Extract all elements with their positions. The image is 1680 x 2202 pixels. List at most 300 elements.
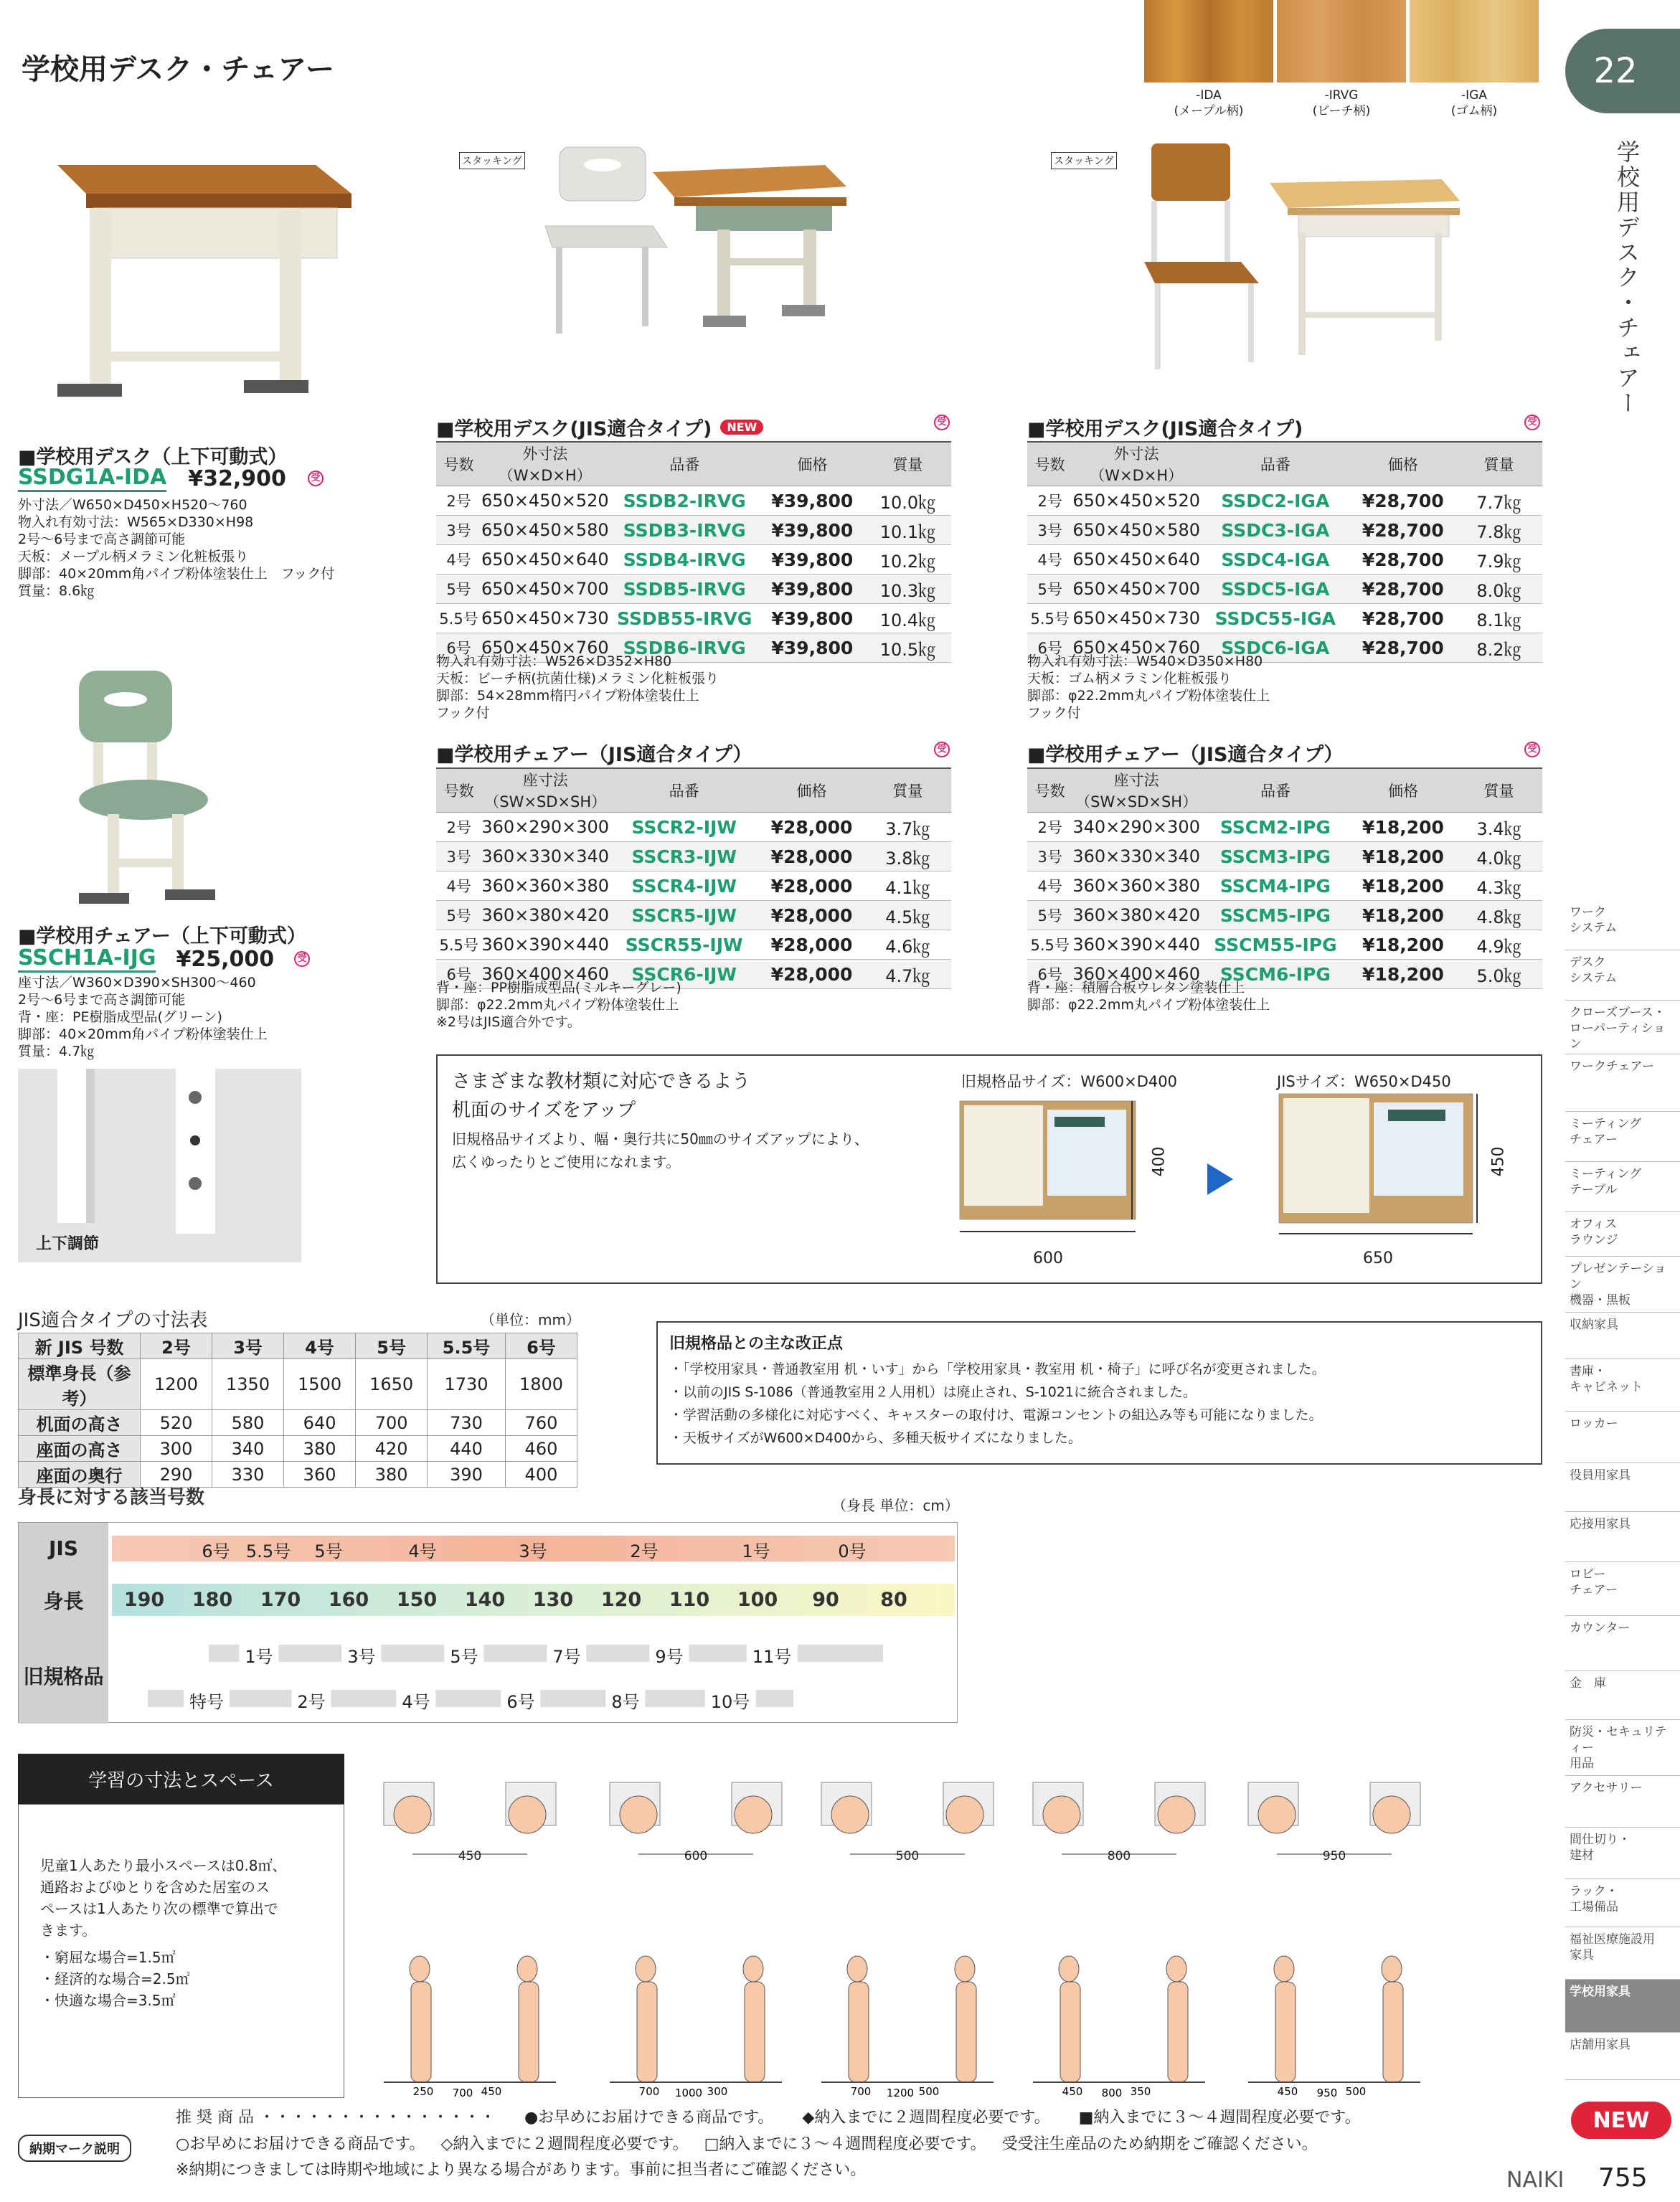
- desk-photo-adjustable: [29, 143, 359, 409]
- body-sideview: [637, 1982, 657, 2082]
- made-to-order-mark: 受: [1524, 742, 1540, 757]
- table-cell: ¥28,000: [759, 813, 864, 842]
- table-header-cell: 座寸法（SW×SD×SH）: [1072, 768, 1200, 813]
- table-cell: 3号: [1027, 516, 1072, 545]
- head-sideview: [743, 1956, 763, 1982]
- sidebar-item-label: カウンター: [1570, 1621, 1631, 1635]
- arrow-icon: [1207, 1163, 1233, 1195]
- table-cell: 650×450×730: [1072, 604, 1200, 633]
- swatch-irvg-caption: -IRVG (ビーチ柄): [1312, 88, 1371, 118]
- new-width-dim: 650: [1363, 1249, 1393, 1267]
- table-cell: 360×290×300: [481, 813, 609, 842]
- old-band-even: [148, 1690, 793, 1707]
- table-cell: 3号: [436, 516, 481, 545]
- dimension-label-total: 950: [1316, 2087, 1338, 2098]
- sidebar-item[interactable]: [1565, 1980, 1680, 2033]
- sidebar-item[interactable]: [1565, 1359, 1680, 1412]
- dimension-label: 800: [1107, 1849, 1131, 1863]
- table-header-cell: 号数: [1027, 768, 1072, 813]
- sidebar-item[interactable]: [1565, 1162, 1680, 1212]
- table-cell: 4.3㎏: [1455, 871, 1542, 901]
- table-cell: ¥18,200: [1351, 930, 1455, 960]
- sidebar-item-label: チェアー: [1570, 1133, 1618, 1147]
- dimension-label: 300: [707, 2085, 728, 2098]
- mark-green: ◆納入までに２週間程度必要です。: [802, 2109, 1050, 2127]
- body-sideview: [519, 1982, 539, 2082]
- left-desk-code: SSDG1A-IDA: [18, 465, 166, 492]
- table-header-cell: 質量: [1455, 768, 1542, 813]
- dim-row: [19, 1436, 577, 1462]
- table-cell: 6号: [436, 633, 481, 663]
- table-cell: ¥28,000: [759, 871, 864, 901]
- dimension-label-total: 1000: [674, 2087, 703, 2098]
- mid-desk-heading-text: ■学校用デスク(JIS適合タイプ): [436, 418, 712, 440]
- table-cell: 5.5号: [1027, 930, 1072, 960]
- new-badge: NEW: [1571, 2102, 1671, 2139]
- sidebar-item-label: 役員用家具: [1570, 1468, 1631, 1483]
- sidebar-item-label: 建材: [1570, 1848, 1594, 1863]
- dim-cell: 1730: [428, 1359, 506, 1410]
- right-chair-table: [1027, 767, 1542, 989]
- dim-row: [19, 1359, 577, 1410]
- sidebar-item[interactable]: [1565, 950, 1680, 1001]
- person-topview: [735, 1796, 772, 1833]
- height-chart-title: 身長に対する該当号数: [18, 1487, 205, 1508]
- table-header-cell: 質量: [1455, 442, 1542, 486]
- left-desk-price: ¥32,900: [188, 466, 286, 491]
- table-cell: 10.5㎏: [864, 633, 951, 663]
- sidebar-item[interactable]: [1565, 1828, 1680, 1879]
- table-cell: ¥28,700: [1351, 516, 1455, 545]
- swatch-irvg: [1277, 0, 1406, 82]
- table-header-row: [436, 442, 951, 486]
- sidebar-item[interactable]: [1565, 2033, 1680, 2080]
- table-cell: ¥39,800: [760, 575, 864, 604]
- table-cell: 360×360×380: [1072, 871, 1200, 901]
- table-row: [436, 604, 951, 633]
- table-cell: SSCM4-IPG: [1200, 871, 1351, 901]
- dim-cell: 390: [428, 1462, 506, 1488]
- table-cell: 10.4㎏: [864, 604, 951, 633]
- table-cell: 8.0㎏: [1455, 575, 1542, 604]
- mark-yellow: ■納入までに３～４週間程度必要です。: [1078, 2109, 1361, 2127]
- table-row: [1027, 842, 1542, 871]
- table-cell: 3.7㎏: [864, 813, 951, 842]
- right-desk-table: [1027, 441, 1542, 663]
- dim-cell: 1650: [356, 1359, 428, 1410]
- table-cell: ¥39,800: [760, 633, 864, 663]
- table-header-cell: 品番: [609, 442, 760, 486]
- person-topview: [1258, 1796, 1296, 1833]
- mark-open-circle: ○お早めにお届けできる商品です。: [176, 2135, 425, 2153]
- height-value: 170: [260, 1589, 301, 1611]
- table-row: [1027, 871, 1542, 901]
- spec-line: フック付: [436, 705, 490, 721]
- table-cell: ¥28,700: [1351, 486, 1455, 516]
- table-cell: 4.5㎏: [864, 901, 951, 930]
- table-row: [436, 842, 951, 871]
- size-up-headline: さまざまな教材類に対応できるよう 机面のサイズをアップ: [452, 1071, 751, 1121]
- sidebar-item[interactable]: [1565, 1463, 1680, 1512]
- spec-line: 質量：4.7㎏: [18, 1044, 95, 1059]
- spec-line: 2号～6号まで高さ調節可能: [18, 992, 186, 1008]
- made-to-order-mark: 受: [308, 471, 324, 486]
- table-cell: 8.1㎏: [1455, 604, 1542, 633]
- footer-note: ※納期につきましては時期や地域により異なる場合があります。事前に担当者にご確認ください。: [176, 2161, 867, 2179]
- sidebar-item[interactable]: [1565, 1212, 1680, 1257]
- dim-cell: 700: [356, 1410, 428, 1436]
- old-depth-dim: 400: [1150, 1146, 1169, 1177]
- table-cell: 10.2㎏: [864, 545, 951, 575]
- table-cell: SSDC3-IGA: [1200, 516, 1351, 545]
- table-cell: 650×450×760: [481, 633, 609, 663]
- spec-line: 脚部：40×20mm角パイプ粉体塗装仕上 フック付: [18, 566, 335, 582]
- jis-size-label: 5.5号: [245, 1541, 291, 1561]
- dimension-label-total: 800: [1101, 2087, 1123, 2098]
- table-cell: ¥28,700: [1351, 604, 1455, 633]
- spec-line: 天板：ゴム柄メラミン化粧板張り: [1027, 671, 1232, 686]
- mark-blue: ●お早めにお届けできる商品です。: [524, 2109, 774, 2127]
- dimension-label: 450: [1062, 2085, 1083, 2098]
- dimension-label: 450: [458, 1849, 482, 1863]
- spec-line: 天板：ビーチ柄(抗菌仕様)メラミン化粧板張り: [436, 671, 719, 686]
- sidebar-item-label: デスク: [1570, 955, 1606, 970]
- sidebar-item[interactable]: [1565, 1257, 1680, 1313]
- sidebar-item[interactable]: [1565, 1616, 1680, 1671]
- sidebar-item[interactable]: [1565, 1720, 1680, 1776]
- table-header-cell: 価格: [1351, 442, 1455, 486]
- revision-item: ・天板サイズがW600×D400から、多種天板サイズになりました。: [669, 1430, 1082, 1446]
- table-cell: 650×450×730: [481, 604, 609, 633]
- dim-cell: 380: [356, 1462, 428, 1488]
- spec-line: 脚部：φ22.2mm丸パイプ粉体塗装仕上: [436, 997, 679, 1013]
- mid-chair-heading: ■学校用チェアー（JIS適合タイプ）: [436, 744, 752, 766]
- sidebar-item[interactable]: [1565, 1112, 1680, 1162]
- table-cell: 650×450×520: [481, 486, 609, 516]
- person-topview: [509, 1796, 546, 1833]
- sidebar-item[interactable]: [1565, 1671, 1680, 1720]
- table-row: [436, 901, 951, 930]
- table-row: [1027, 516, 1542, 545]
- sidebar-item[interactable]: [1565, 1001, 1680, 1054]
- sidebar-item-label: ラウンジ: [1570, 1233, 1618, 1247]
- right-chair-heading: ■学校用チェアー（JIS適合タイプ）: [1027, 744, 1344, 766]
- height-value: 120: [600, 1589, 642, 1611]
- sidebar-item[interactable]: [1565, 1313, 1680, 1359]
- sidebar-item-label: プレゼンテーション: [1570, 1262, 1666, 1292]
- head-sideview: [636, 1956, 656, 1982]
- table-cell: 5号: [1027, 901, 1072, 930]
- dim-cell: 机面の高さ: [19, 1410, 141, 1436]
- dim-cell: 290: [141, 1462, 212, 1488]
- height-value: 110: [669, 1589, 710, 1611]
- sidebar-item[interactable]: [1565, 1927, 1680, 1980]
- table-cell: 360×380×420: [481, 901, 609, 930]
- sidebar-item[interactable]: [1565, 1776, 1680, 1828]
- sidebar-item-label: ミーティング: [1570, 1117, 1642, 1131]
- dimension-label: 500: [895, 1849, 920, 1863]
- sidebar-item[interactable]: [1565, 1412, 1680, 1463]
- old-desk-image: [954, 1095, 1141, 1253]
- table-cell: 360×380×420: [1072, 901, 1200, 930]
- table-cell: 650×450×580: [481, 516, 609, 545]
- table-cell: 6号: [1027, 633, 1072, 663]
- jis-size-label: 2号: [630, 1541, 659, 1561]
- table-cell: 650×450×700: [1072, 575, 1200, 604]
- person-topview: [1373, 1796, 1410, 1833]
- mark-order: 受受注生産品のため納期をご確認ください。: [1001, 2135, 1318, 2153]
- table-cell: 650×450×520: [1072, 486, 1200, 516]
- table-cell: SSCM5-IPG: [1200, 901, 1351, 930]
- body-sideview: [956, 1982, 976, 2082]
- sidebar-item-label: ロビー: [1570, 1567, 1606, 1582]
- spec-line: 背・座：PP樹脂成型品(ミルキーグレー): [436, 980, 681, 996]
- table-cell: ¥18,200: [1351, 813, 1455, 842]
- table-cell: SSCM55-IPG: [1200, 930, 1351, 960]
- table-cell: 5.5号: [1027, 604, 1072, 633]
- height-row-label: 身長: [19, 1573, 108, 1627]
- person-topview: [1158, 1796, 1195, 1833]
- table-cell: 5号: [436, 575, 481, 604]
- table-cell: 4.0㎏: [1455, 842, 1542, 871]
- table-cell: SSCR4-IJW: [609, 871, 759, 901]
- height-chart: [18, 1522, 958, 1723]
- table-cell: SSDC4-IGA: [1200, 545, 1351, 575]
- height-chart-unit: （身長 単位：cm）: [832, 1497, 959, 1514]
- mid-desk-table: [436, 441, 951, 663]
- table-header-cell: 外寸法（W×D×H）: [481, 442, 609, 486]
- table-cell: ¥28,700: [1351, 633, 1455, 663]
- table-header-cell: 価格: [759, 768, 864, 813]
- table-cell: ¥28,700: [1351, 575, 1455, 604]
- dim-cell: 440: [428, 1436, 506, 1462]
- adjustment-detail: [18, 1069, 301, 1262]
- head-sideview: [1059, 1956, 1079, 1982]
- new-badge: NEW: [720, 420, 763, 435]
- table-cell: ¥18,200: [1351, 871, 1455, 901]
- table-cell: 3号: [436, 842, 481, 871]
- dim-cell: 640: [284, 1410, 356, 1436]
- table-cell: 4.6㎏: [864, 930, 951, 960]
- height-value: 190: [123, 1589, 165, 1611]
- old-size-label: 特号: [184, 1688, 230, 1713]
- table-cell: 7.7㎏: [1455, 486, 1542, 516]
- old-size-label: 10号: [705, 1688, 756, 1713]
- spec-line: 脚部：40×20mm角パイプ粉体塗装仕上: [18, 1026, 268, 1042]
- study-diagram: [355, 1754, 1542, 2098]
- dim-cell: 1800: [505, 1359, 577, 1410]
- table-cell: 360×390×440: [481, 930, 609, 960]
- jis-row-label: JIS: [19, 1523, 108, 1573]
- dim-cell: 標準身長（参考）: [19, 1359, 141, 1410]
- spec-line: 2号～6号まで高さ調節可能: [18, 531, 186, 547]
- person-topview: [831, 1796, 869, 1833]
- body-sideview: [1383, 1982, 1403, 2082]
- sidebar-item-label: 防災・セキュリティー: [1570, 1725, 1667, 1755]
- table-header-row: [1027, 768, 1542, 813]
- body-sideview: [411, 1982, 431, 2082]
- height-value: 130: [532, 1589, 574, 1611]
- table-cell: 650×450×760: [1072, 633, 1200, 663]
- table-row: [1027, 545, 1542, 575]
- head-sideview: [410, 1956, 430, 1982]
- sidebar-item-label: アクセサリー: [1570, 1781, 1643, 1795]
- table-cell: 5.0㎏: [1455, 960, 1542, 989]
- footer-standard: [176, 2132, 1318, 2154]
- revisions-box: [656, 1321, 1542, 1465]
- table-cell: ¥28,700: [1351, 545, 1455, 575]
- brand-name: NAIKI: [1506, 2168, 1565, 2193]
- sidebar-item-label: ローパーティション: [1570, 1021, 1666, 1052]
- table-row: [1027, 575, 1542, 604]
- table-cell: ¥28,000: [759, 842, 864, 871]
- person-topview: [620, 1796, 657, 1833]
- spec-line: 背・座：積層合板ウレタン塗装仕上: [1027, 980, 1245, 996]
- vertical-title: 学校用デスク・チェアー: [1613, 140, 1641, 416]
- table-cell: 2号: [1027, 813, 1072, 842]
- footer-recommended: [176, 2105, 1361, 2127]
- left-desk-desc: [18, 496, 334, 600]
- table-cell: 2号: [1027, 486, 1072, 516]
- height-value: 180: [192, 1589, 233, 1611]
- table-cell: SSCM3-IPG: [1200, 842, 1351, 871]
- spec-line: フック付: [1027, 705, 1081, 721]
- dim-table-unit: （単位：mm）: [481, 1311, 580, 1328]
- dimension-label-total: 1200: [886, 2087, 915, 2098]
- table-cell: SSCR55-IJW: [609, 930, 759, 960]
- desk-chair-photo-irvg: [531, 143, 861, 359]
- page-title: 学校用デスク・チェアー: [22, 53, 334, 86]
- table-cell: ¥39,800: [760, 516, 864, 545]
- jis-size-label: 4号: [408, 1541, 437, 1561]
- table-cell: 650×450×580: [1072, 516, 1200, 545]
- dim-cell: 730: [428, 1410, 506, 1436]
- sidebar-item[interactable]: [1565, 1054, 1680, 1112]
- table-row: [436, 575, 951, 604]
- dim-row: [19, 1410, 577, 1436]
- left-chair-desc: [18, 974, 268, 1060]
- dimension-label: 450: [1277, 2085, 1298, 2098]
- spec-line: 座寸法／W360×D390×SH300～460: [18, 975, 256, 991]
- head-sideview: [517, 1956, 537, 1982]
- table-cell: 4.1㎏: [864, 871, 951, 901]
- table-cell: 340×290×300: [1072, 813, 1200, 842]
- sidebar-item[interactable]: [1565, 1512, 1680, 1562]
- table-cell: ¥28,000: [759, 901, 864, 930]
- table-row: [436, 486, 951, 516]
- table-cell: 650×450×700: [481, 575, 609, 604]
- mark-open-diamond: ◇納入までに２週間程度必要です。: [440, 2135, 689, 2153]
- person-topview: [946, 1796, 983, 1833]
- sidebar-item-label: ミーティング: [1570, 1167, 1642, 1181]
- study-text-box: 児童1人あたり最小スペースは0.8㎡、 通路およびゆとりを含めた居室のス ペースは1人あたり次の標準で算出で きます。 ・窮屈な場合=1.5㎡ ・経済的な場合=2.5㎡ ・快適な場合=3.5㎡: [18, 1804, 344, 2098]
- body-sideview: [1060, 1982, 1080, 2082]
- head-sideview: [847, 1956, 867, 1982]
- table-row: [436, 545, 951, 575]
- dim-cell: 580: [212, 1410, 284, 1436]
- left-desk-heading: ■学校用デスク（上下可動式）: [18, 446, 288, 468]
- height-value: 80: [880, 1589, 907, 1611]
- old-size-label: 8号: [605, 1688, 645, 1713]
- height-value: 100: [737, 1589, 778, 1611]
- sidebar-item[interactable]: [1565, 1879, 1680, 1927]
- new-depth-dim: 450: [1489, 1146, 1508, 1177]
- left-chair-price: ¥25,000: [176, 946, 275, 972]
- new-desk-image: [1273, 1088, 1481, 1257]
- table-row: [1027, 604, 1542, 633]
- table-cell: 8.2㎏: [1455, 633, 1542, 663]
- table-header-cell: 号数: [436, 442, 481, 486]
- sidebar-item-label: 学校用家具: [1570, 1985, 1631, 1999]
- old-size-label: 1号: [239, 1643, 278, 1668]
- table-cell: SSDC2-IGA: [1200, 486, 1351, 516]
- dim-cell: 1350: [212, 1359, 284, 1410]
- sidebar-item-label: キャビネット: [1570, 1380, 1643, 1394]
- table-cell: ¥28,000: [759, 960, 864, 989]
- jis-size-label: 3号: [519, 1541, 547, 1561]
- dim-cell: 1200: [141, 1359, 212, 1410]
- sidebar-item-label: 機器・黒板: [1570, 1293, 1631, 1308]
- table-cell: 5.5号: [436, 604, 481, 633]
- dimension-label: 700: [850, 2085, 872, 2098]
- sidebar-item-label: ラック・: [1570, 1884, 1618, 1899]
- sidebar-item-label: テーブル: [1570, 1183, 1618, 1197]
- mark-open-square: □納入までに３～４週間程度必要です。: [704, 2135, 986, 2153]
- table-header-cell: 価格: [1351, 768, 1455, 813]
- stacking-tag: スタッキング: [1051, 152, 1117, 169]
- dim-cell: 330: [212, 1462, 284, 1488]
- jis-size-label: 5号: [314, 1541, 343, 1561]
- table-header-row: [436, 768, 951, 813]
- table-cell: 10.3㎏: [864, 575, 951, 604]
- sidebar-item-label: 金 庫: [1570, 1676, 1606, 1691]
- made-to-order-mark: 受: [934, 742, 950, 757]
- table-cell: SSDB55-IRVG: [609, 604, 760, 633]
- table-cell: ¥39,800: [760, 486, 864, 516]
- dim-cell: 340: [212, 1436, 284, 1462]
- made-to-order-mark: 受: [934, 415, 950, 430]
- table-cell: ¥18,200: [1351, 901, 1455, 930]
- spec-line: 外寸法／W650×D450×H520～760: [18, 497, 247, 513]
- sidebar-item[interactable]: [1565, 900, 1680, 950]
- made-to-order-mark: 受: [1524, 415, 1540, 430]
- mid-chair-notes: [436, 979, 681, 1031]
- table-cell: SSCR3-IJW: [609, 842, 759, 871]
- old-size-label: 2号: [291, 1688, 331, 1713]
- body-sideview: [745, 1982, 765, 2082]
- dim-cell: 座面の奥行: [19, 1462, 141, 1488]
- dimension-label: 500: [918, 2085, 940, 2098]
- revision-item: ・「学校用家具・普通教室用 机・いす」から「学校用家具・教室用 机・椅子」に呼び名が変更されました。: [669, 1361, 1326, 1377]
- table-cell: 2号: [436, 813, 481, 842]
- sidebar-item-label: 用品: [1570, 1757, 1594, 1771]
- spec-line: 天板：メープル柄メラミン化粧板張り: [18, 549, 249, 564]
- sidebar-item[interactable]: [1565, 1562, 1680, 1616]
- height-value: 150: [396, 1589, 438, 1611]
- table-cell: 4.7㎏: [864, 960, 951, 989]
- mid-desk-notes: [436, 653, 719, 722]
- table-row: [436, 516, 951, 545]
- size-up-body: 旧規格品サイズより、幅・奥行共に50㎜のサイズアップにより、 広くゆったりとご使用になれます。: [452, 1130, 869, 1171]
- body-sideview: [1275, 1982, 1296, 2082]
- table-cell: SSDB4-IRVG: [609, 545, 760, 575]
- sidebar-item-label: ワーク: [1570, 905, 1606, 920]
- dim-header-cell: 2号: [141, 1333, 212, 1359]
- spec-line: 背・座：PE樹脂成型品(グリーン): [18, 1009, 222, 1025]
- revisions-items: [669, 1358, 1529, 1450]
- table-cell: 3号: [1027, 842, 1072, 871]
- dimension-label: 600: [684, 1849, 708, 1863]
